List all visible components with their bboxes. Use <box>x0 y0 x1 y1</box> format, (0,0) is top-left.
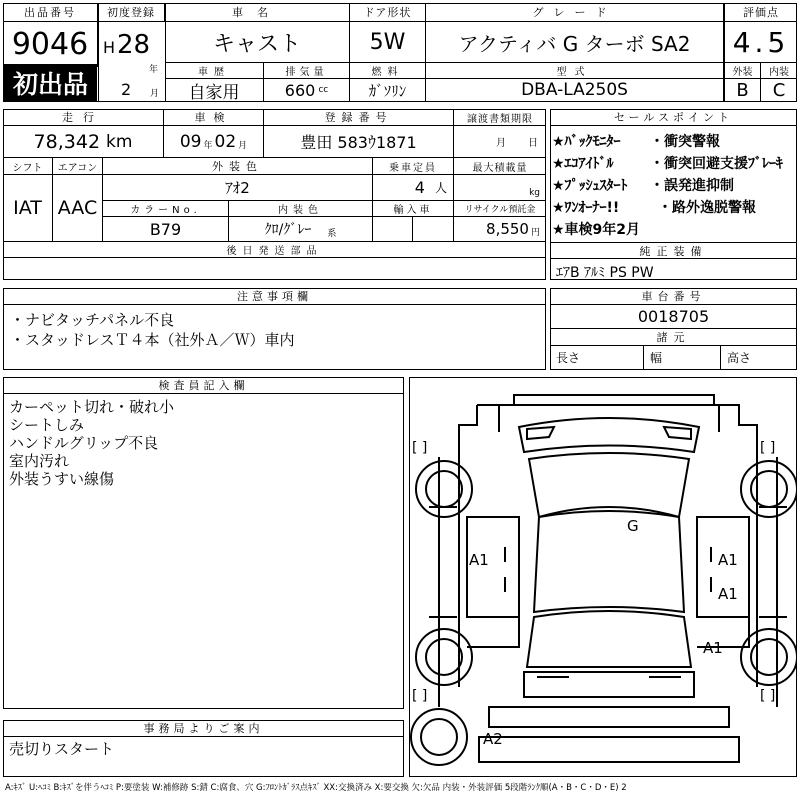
mileage-unit: km <box>106 131 133 152</box>
int-color-unit: 系 <box>327 228 337 239</box>
chassis-label: 車台番号 <box>550 288 797 305</box>
recycle-label: リサイクル預託金 <box>454 201 546 217</box>
int-color-label: 内装色 <box>229 201 373 217</box>
history-label: 車歴 <box>165 63 264 79</box>
transfer-label: 譲渡書類期限 <box>454 109 546 126</box>
insp-month-unit: 月 <box>238 141 248 151</box>
inspector-note-5: 外装うすい線傷 <box>9 470 115 488</box>
width-label: 幅 <box>644 346 721 369</box>
sales-point-8: ・路外逸脱警報 <box>658 200 756 216</box>
era: H <box>103 38 116 57</box>
first-reg-month: 2 <box>121 80 132 99</box>
bracket-left-bottom: [ ] <box>412 688 428 704</box>
reg-no: 豊田 583ｳ1871 <box>264 126 454 158</box>
sales-point-9: ★車検9年2月 <box>552 222 641 238</box>
displacement-label: 排気量 <box>264 63 350 79</box>
recycle-cell <box>454 217 546 242</box>
sales-point-1: ★ﾊﾞｯｸﾓﾆﾀｰ <box>552 134 621 150</box>
fuel: ｶﾞｿﾘﾝ <box>350 79 426 101</box>
import-label: 輸入車 <box>373 201 454 217</box>
first-reg-label: 初度登録 <box>98 3 165 22</box>
later-parts-label: 後日発送部品 <box>3 242 546 258</box>
max-load-label: 最大積載量 <box>454 158 546 175</box>
max-load-unit: kg <box>454 175 546 201</box>
ext-color: ｱｵ2 <box>103 175 373 201</box>
inspector-note-4: 室内汚れ <box>9 452 70 470</box>
mark-a1-right-2: A1 <box>718 585 738 603</box>
sales-point-6: ・誤発進抑制 <box>650 178 734 194</box>
mileage-cell <box>3 126 164 158</box>
capacity-label: 乗車定員 <box>373 158 454 175</box>
transfer-month: 月 <box>496 138 506 149</box>
insp-year-unit: 年 <box>203 141 213 151</box>
interior-grade: C <box>772 79 786 101</box>
office-label: 事務局よりご案内 <box>3 720 404 737</box>
sales-point-5: ★ﾌﾟｯｼｭｽﾀｰﾄ <box>552 178 628 194</box>
first-listing-badge: 初出品 <box>4 64 97 101</box>
sales-point-2: ・衝突警報 <box>650 134 720 150</box>
note-1: ・ナビタッチパネル不良 <box>10 311 175 329</box>
transfer-day: 日 <box>528 138 538 149</box>
sales-points-label: セールスポイント <box>550 109 797 126</box>
recycle: 8,550 <box>486 220 529 238</box>
bracket-right-top: [ ] <box>760 440 776 456</box>
inspector-note-3: ハンドルグリップ不良 <box>9 434 159 452</box>
sales-point-3: ★ｴｺｱｲﾄﾞﾙ <box>552 156 614 172</box>
car-name-label: 車名 <box>165 3 350 22</box>
legend: A:ｷｽﾞ U:ﾍｺﾐ B:ｷｽﾞを伴うﾍｺﾐ P:要塗装 W:補修跡 S:錆 C:腐食、穴 G:ﾌﾛﾝﾄｶﾞﾗｽ点ｷｽﾞ XX:交換済み X:要交換 欠:欠品 内装・外装評価 5段階ﾗﾝｸ順(A・B・C・D・E) 2 <box>5 783 627 793</box>
mark-a1-left: A1 <box>469 551 489 569</box>
capacity-unit: 人 <box>434 181 447 195</box>
shift-label: シフト <box>3 158 53 175</box>
grade: アクティバ G ターボ SA2 <box>426 22 724 63</box>
fuel-label: 燃料 <box>350 63 426 79</box>
reg-no-label: 登録番号 <box>264 109 454 126</box>
color-no: B79 <box>103 217 229 242</box>
capacity: 4 <box>414 178 425 197</box>
displacement-unit: cc <box>318 85 329 95</box>
notes-label: 注意事項欄 <box>3 288 546 305</box>
sales-point-7: ★ﾜﾝｵｰﾅｰ!! <box>552 200 620 216</box>
grade-label: グレード <box>426 3 724 22</box>
score: 4.5 <box>724 22 797 63</box>
year-unit: 年 <box>149 65 159 75</box>
lot-number: 9046 <box>3 22 98 67</box>
office-note: 売切りスタート <box>9 740 115 758</box>
model: DBA-LA250S <box>426 79 724 101</box>
displacement: 660 <box>284 80 316 100</box>
mark-a1-right-1: A1 <box>718 551 738 569</box>
interior-label: 内装 <box>761 63 797 79</box>
mark-a1-right-3: A1 <box>703 639 723 657</box>
capacity-cell <box>373 175 454 201</box>
inspector-note-1: カーペット切れ・破れ小 <box>9 398 175 416</box>
sales-point-4: ・衝突回避支援ﾌﾞﾚｰｷ <box>650 156 783 172</box>
month-unit: 月 <box>150 89 160 99</box>
ac-label: エアコン <box>53 158 103 175</box>
first-reg-year: 28 <box>117 30 151 60</box>
car-name: キャスト <box>165 22 350 63</box>
inspector-label: 検査員記入欄 <box>3 377 404 394</box>
score-label: 評価点 <box>724 3 797 22</box>
length-label: 長さ <box>550 346 644 369</box>
chassis-number: 0018705 <box>550 305 797 329</box>
shift: IAT <box>3 175 53 242</box>
lot-label: 出品番号 <box>3 3 98 22</box>
inspector-note-2: シートしみ <box>9 416 85 434</box>
recycle-unit: 円 <box>530 228 540 238</box>
door-type: 5W <box>350 22 426 63</box>
ext-color-label: 外装色 <box>103 158 373 175</box>
inspection-label: 車検 <box>164 109 264 126</box>
insp-month: 02 <box>214 131 237 152</box>
mileage: 78,342 <box>33 130 101 153</box>
later-parts-value <box>3 258 546 280</box>
mark-g: G <box>627 517 639 535</box>
equipment: ｴｱB ｱﾙﾐ PS PW <box>556 265 654 281</box>
insp-year: 09 <box>179 131 202 152</box>
mark-a2: A2 <box>483 730 503 748</box>
exterior-label: 外装 <box>724 63 761 79</box>
displacement-cell <box>264 79 350 101</box>
car-diagram <box>409 377 797 777</box>
transfer-cell <box>454 126 546 158</box>
int-color-cell <box>229 217 373 242</box>
height-label: 高さ <box>727 351 752 365</box>
inspection-cell <box>164 126 264 158</box>
int-color: ｸﾛ/ｸﾞﾚｰ <box>264 222 312 238</box>
equipment-label: 純正装備 <box>550 242 797 259</box>
dims-label: 諸元 <box>550 329 797 346</box>
bracket-right-bottom: [ ] <box>760 688 776 704</box>
history: 自家用 <box>165 79 264 101</box>
model-label: 型式 <box>426 63 724 79</box>
color-no-label: カラーNo. <box>103 201 229 217</box>
import-value <box>373 217 413 242</box>
import-value-2 <box>413 217 454 242</box>
note-2: ・スタッドレスＴ４本（社外Ａ／Ｗ）車内 <box>10 331 295 349</box>
bracket-left-top: [ ] <box>412 440 428 456</box>
ac: AAC <box>53 175 103 242</box>
mileage-label: 走行 <box>3 109 164 126</box>
exterior-grade: B <box>724 79 761 101</box>
door-label: ドア形状 <box>350 3 426 22</box>
